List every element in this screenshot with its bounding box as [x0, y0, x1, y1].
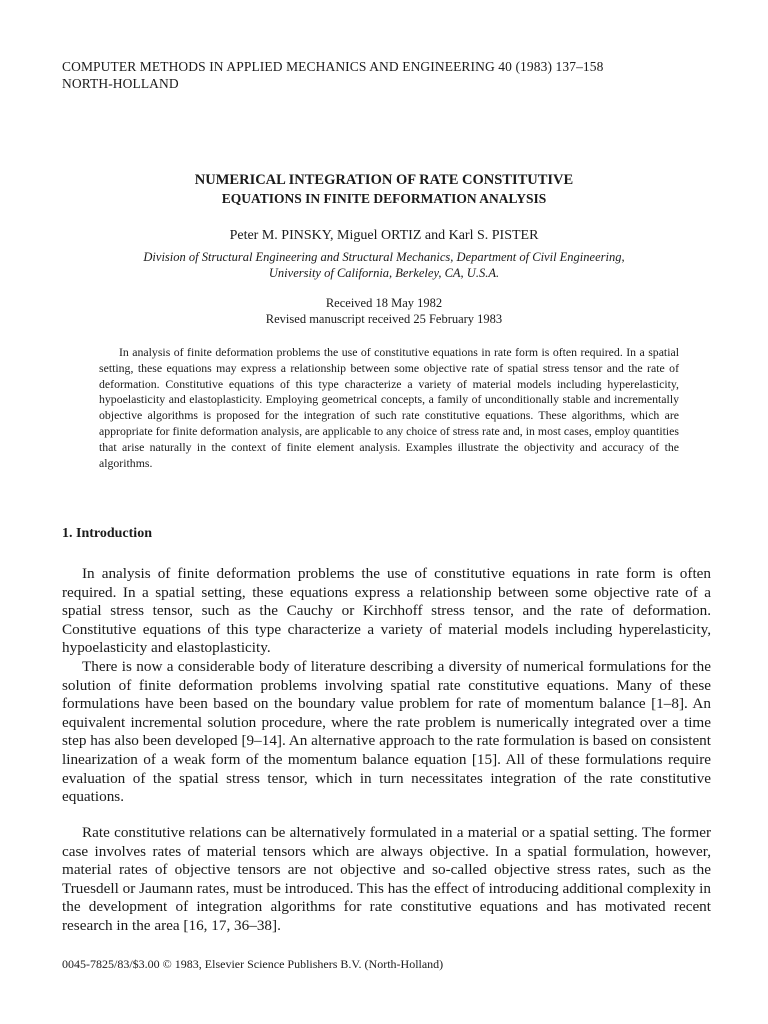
author-list: Peter M. PINSKY, Miguel ORTIZ and Karl S. PISTER [229, 228, 539, 243]
affiliation-line1: Division of Structural Engineering and Structural Mechanics, Department of Civil Engineering, [143, 250, 625, 264]
publisher-line: NORTH-HOLLAND [62, 76, 179, 91]
journal-citation: COMPUTER METHODS IN APPLIED MECHANICS AND ENGINEERING 40 (1983) 137–158 [62, 59, 604, 74]
body-paragraph: There is now a considerable body of literature describing a diversity of numerical formulations for the solution of finite deformation problems involving spatial rate constitutive equations. Many of these formulations have been based on the boundary value problem for rate of momentum balance [1–8]. An equivalent incremental solution procedure, where the rate problem is numerically integrated over a time step has also been developed [9–14]. An alternative approach to the rate formulation is based on consistent linearization of a weak form of the momentum balance equation [15]. All of these formulations require evaluation of the spatial stress tensor, which in turn necessitates integration of the rate constitutive equations. [62, 658, 711, 806]
copyright-footer: 0045-7825/83/$3.00 © 1983, Elsevier Science Publishers B.V. (North-Holland) [62, 957, 444, 971]
revised-date: Revised manuscript received 25 February 1983 [265, 312, 503, 326]
paper-title-line1: NUMERICAL INTEGRATION OF RATE CONSTITUTIVE [194, 172, 574, 188]
paper-title-line2: EQUATIONS IN FINITE DEFORMATION ANALYSIS [221, 191, 547, 206]
abstract: In analysis of finite deformation problems the use of constitutive equations in rate form is often required. In a spatial setting, these equations may express a relationship between some objective rate of spatial stress tensor and the rate of deformation. Constitutive equations of this type characterize a variety of material models including hyperelasticity, hypoelasticity and elastoplasticity. Employing geometrical concepts, a family of unconditionally stable and incrementally objective algorithms is proposed for the integration of such rate constitutive equations. These algorithms, which are appropriate for finite deformation analysis, are applicable to any choice of stress rate and, in most cases, employ quantities that arise naturally in the context of finite element analysis. Examples illustrate the objectivity and accuracy of the algorithms. [99, 345, 679, 470]
section-heading: 1. Introduction [62, 526, 152, 541]
received-date: Received 18 May 1982 [325, 296, 443, 310]
journal-header [62, 58, 603, 92]
affiliation-line2: University of California, Berkeley, CA, U.S.A. [268, 266, 500, 280]
body-paragraph: In analysis of finite deformation problems the use of constitutive equations in rate form is often required. In a spatial setting, these equations express a relationship between some objective rate of a spatial stress tensor, such as the Cauchy or Kirchhoff stress tensor, and the rate of deformation. Constitutive equations of this type characterize a variety of material models including hyperelasticity, hypoelasticity and elastoplasticity. [62, 565, 711, 657]
body-paragraph: Rate constitutive relations can be alternatively formulated in a material or a spatial setting. The former case involves rates of material tensors which are always objective. In a spatial formulation, however, material rates of objective tensors are not objective and so-called objective stress rates, such as the Truesdell or Jaumann rates, must be introduced. This has the effect of introducing additional complexity in the development of integration algorithms for rate constitutive equations and has motivated recent research in the area [16, 17, 36–38]. [62, 824, 711, 934]
